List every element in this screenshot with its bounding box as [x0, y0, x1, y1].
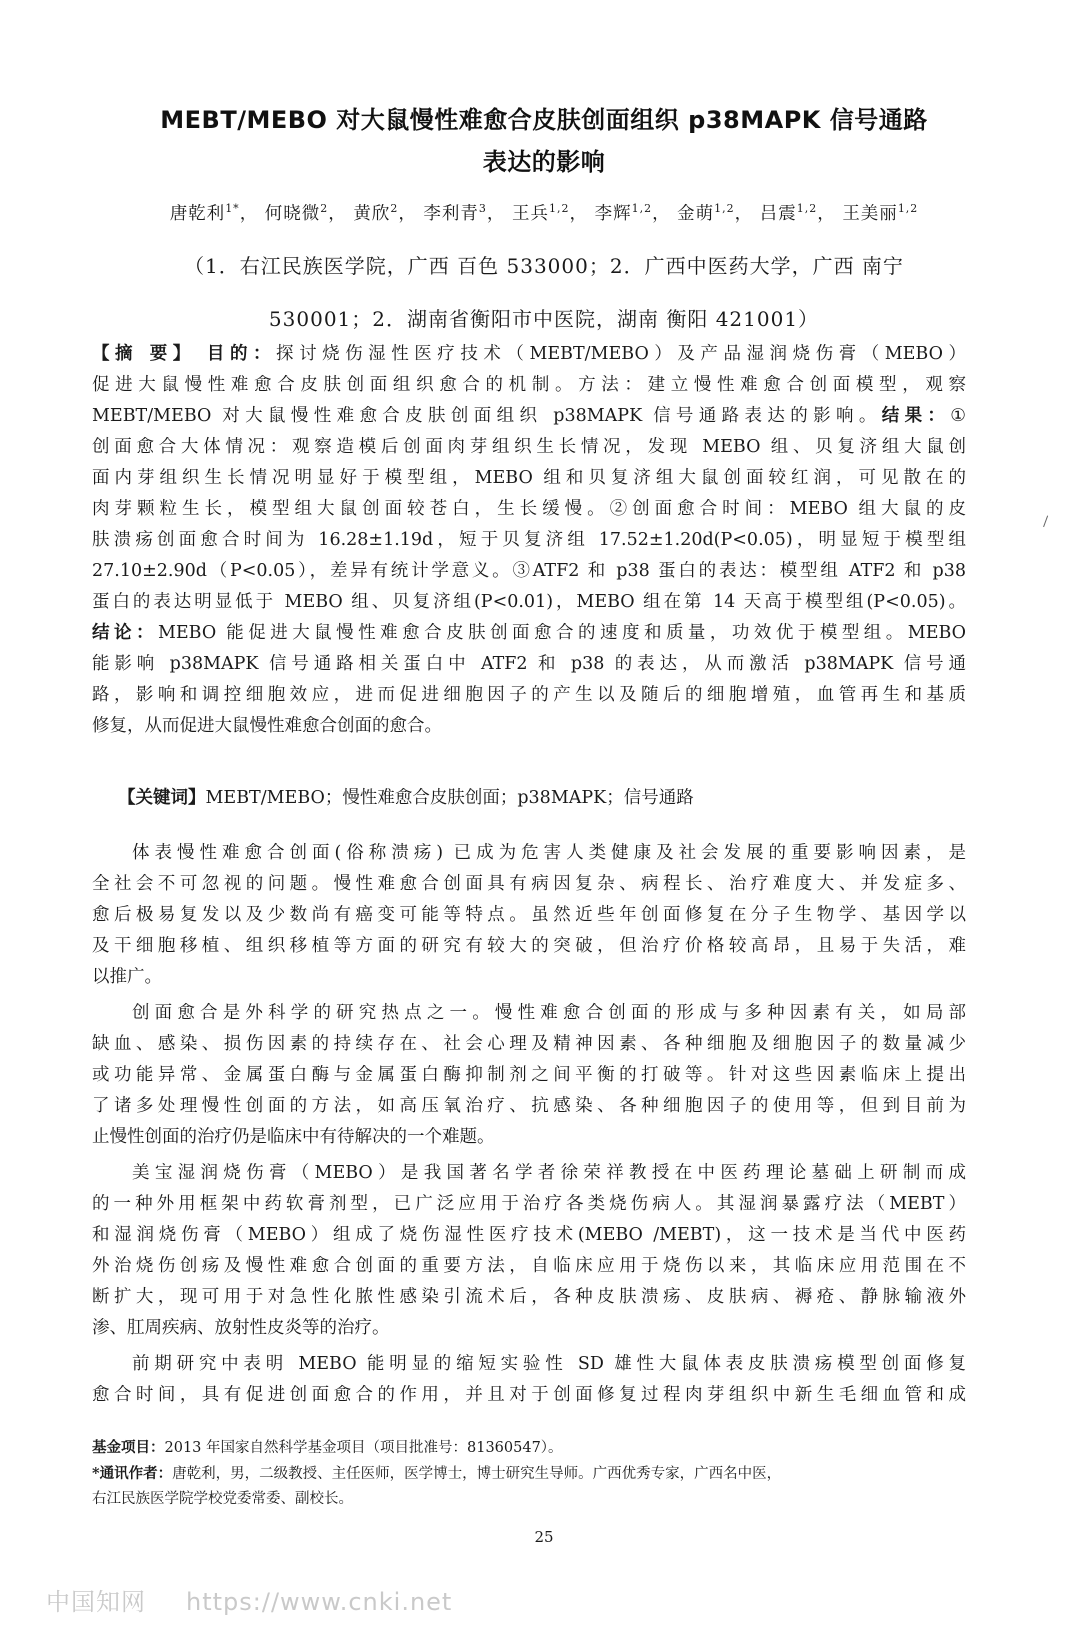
purpose-label: 目的：	[206, 344, 277, 364]
abstract-line: 【摘 要】 目的：探讨烧伤湿性医疗技术（MEBT/MEBO）及产品湿润烧伤膏（MEBO）	[92, 344, 966, 364]
correspondence-footnote-cont: 右江民族医学院学校党委常委、副校长。	[92, 1491, 353, 1507]
author: 吕震$^{1,2}$	[759, 202, 818, 224]
cnki-watermark	[46, 1582, 452, 1617]
abstract-line: 27.10±2.90d（P<0.05），差异有统计学意义。③ATF2 和 p38 蛋白的表达：模型组 ATF2 和 p38	[92, 561, 966, 581]
keywords-label: 【关键词】	[118, 788, 206, 808]
keywords-text: MEBT/MEBO；慢性难愈合皮肤创面；p38MAPK；信号通路	[205, 788, 694, 808]
abstract-line: 修复，从而促进大鼠慢性难愈合创面的愈合。	[92, 716, 442, 736]
body-line: 的一种外用框架中药软膏剂型，已广泛应用于治疗各类烧伤病人。其湿润暴露疗法（MEBT）	[92, 1194, 966, 1214]
abstract-label: 【摘 要】	[92, 344, 196, 364]
abstract-line: 能影响 p38MAPK 信号通路相关蛋白中 ATF2 和 p38 的表达，从而激活 p38MAPK 信号通	[92, 654, 966, 674]
body-line: 或功能异常、金属蛋白酶与金属蛋白酶抑制剂之间平衡的打破等。针对这些因素临床上提出	[92, 1065, 966, 1085]
scan-mark	[1043, 516, 1052, 529]
abstract-line: 面内芽组织生长情况明显好于模型组，MEBO 组和贝复济组大鼠创面较红润，可见散在的	[92, 468, 966, 488]
results-label: 结果：	[881, 406, 951, 426]
body-line: 前期研究中表明 MEBO 能明显的缩短实验性 SD 雄性大鼠体表皮肤溃疡模型创面修复	[132, 1354, 966, 1374]
fund-label: 基金项目：	[92, 1439, 165, 1456]
author: 黄欣$^2$	[353, 202, 399, 224]
author: 何晓微$^2$	[264, 202, 329, 224]
body-line: 愈合时间，具有促进创面愈合的作用，并且对于创面修复过程肉芽组织中新生毛细血管和成	[92, 1385, 966, 1405]
body-line: 止慢性创面的治疗仍是临床中有待解决的一个难题。	[92, 1127, 495, 1147]
page-number: 25	[534, 1528, 554, 1546]
abstract-line: 结论：MEBO 能促进大鼠慢性难愈合皮肤创面愈合的速度和质量，功效优于模型组。MEBO	[92, 623, 966, 643]
body-line: 了诸多处理慢性创面的方法，如高压氧治疗、抗感染、各种细胞因子的使用等，但到目前为	[92, 1096, 966, 1116]
paper-title-line-2: 表达的影响	[482, 148, 606, 176]
conclusion-label: 结论：	[92, 623, 158, 643]
affiliation-line-1: （1．右江民族医学院，广西 百色 533000；2．广西中医药大学，广西 南宁	[184, 254, 904, 278]
body-line: 和湿润烧伤膏（MEBO）组成了烧伤湿性医疗技术(MEBO /MEBT)，这一技术是当代中医药	[92, 1225, 966, 1245]
author: 唐乾利$^{1*}$	[169, 202, 240, 224]
abstract-line: 肉芽颗粒生长，模型组大鼠创面较苍白，生长缓慢。②创面愈合时间：MEBO 组大鼠的皮	[92, 499, 966, 519]
keywords	[118, 784, 694, 809]
body-line: 断扩大，现可用于对急性化脓性感染引流术后，各种皮肤溃疡、皮肤病、褥疮、静脉输液外	[92, 1287, 966, 1307]
abstract-line: 蛋白的表达明显低于 MEBO 组、贝复济组(P<0.01)，MEBO 组在第 14 天高于模型组(P<0.05)。	[92, 592, 966, 612]
author: 王美丽$^{1,2}$	[842, 202, 919, 224]
body-line: 美宝湿润烧伤膏（MEBO）是我国著名学者徐荣祥教授在中医药理论墓础上研制而成	[132, 1163, 966, 1183]
author: 金萌$^{1,2}$	[677, 202, 735, 224]
author-list: 唐乾利$^{1*}$， 何晓微$^2$， 黄欣$^2$， 李利青$^3$， 王兵$^{1,2}$， 李辉$^{1,2}$， 金萌$^{1,2}$， 吕震$^{1,2}$， 王美丽$^{1,2}$	[169, 202, 919, 224]
abstract-line: 肤溃疡创面愈合时间为 16.28±1.19d，短于贝复济组 17.52±1.20d(P<0.05)，明显短于模型组	[92, 530, 966, 550]
body-line: 及干细胞移植、组织移植等方面的研究有较大的突破，但治疗价格较高昂，且易于失活，难	[92, 936, 966, 956]
abstract-line: 促进大鼠慢性难愈合皮肤创面组织愈合的机制。方法：建立慢性难愈合创面模型，观察	[92, 375, 966, 395]
fund-footnote: 基金项目：2013 年国家自然科学基金项目（项目批准号：81360547）。	[92, 1439, 563, 1456]
author: 李辉$^{1,2}$	[594, 202, 653, 224]
body-line: 愈后极易复发以及少数尚有癌变可能等特点。虽然近些年创面修复在分子生物学、基因学以	[92, 905, 966, 925]
author: 李利青$^3$	[423, 202, 487, 224]
watermark-brand: 中国知网	[46, 1588, 146, 1616]
author: 王兵$^{1,2}$	[512, 202, 570, 224]
correspondence-label: *通讯作者：	[92, 1465, 173, 1482]
body-line: 以推广。	[92, 967, 162, 987]
body-line: 体表慢性难愈合创面(俗称溃疡) 已成为危害人类健康及社会发展的重要影响因素，是	[132, 843, 966, 863]
abstract-line: 路，影响和调控细胞效应，进而促进细胞因子的产生以及随后的细胞增殖，血管再生和基质	[92, 685, 966, 705]
affiliation-line-2: 530001；2．湖南省衡阳市中医院，湖南 衡阳 421001）	[268, 307, 820, 331]
abstract-line: 创面愈合大体情况：观察造模后创面肉芽组织生长情况，发现 MEBO 组、贝复济组大鼠创	[92, 437, 966, 457]
correspondence-footnote: *通讯作者：唐乾利，男，二级教授、主任医师，医学博士，博士研究生导师。广西优秀专家，广西名中医，	[92, 1465, 782, 1482]
body-line: 创面愈合是外科学的研究热点之一。慢性难愈合创面的形成与多种因素有关，如局部	[132, 1003, 966, 1023]
body-line: 外治烧伤创疡及慢性难愈合创面的重要方法，自临床应用于烧伤以来，其临床应用范围在不	[92, 1256, 966, 1276]
body-line: 缺血、感染、损伤因素的持续存在、社会心理及精神因素、各种细胞及细胞因子的数量减少	[92, 1034, 966, 1054]
abstract-line: MEBT/MEBO 对大鼠慢性难愈合皮肤创面组织 p38MAPK 信号通路表达的影响。结果：①	[92, 406, 966, 426]
paper-title-line-1: MEBT/MEBO 对大鼠慢性难愈合皮肤创面组织 p38MAPK 信号通路	[160, 106, 928, 134]
watermark-url: https://www.cnki.net	[186, 1588, 453, 1616]
body-line: 全社会不可忽视的问题。慢性难愈合创面具有病因复杂、病程长、治疗难度大、并发症多、	[92, 874, 966, 894]
body-line: 渗、肛周疾病、放射性皮炎等的治疗。	[92, 1318, 390, 1338]
